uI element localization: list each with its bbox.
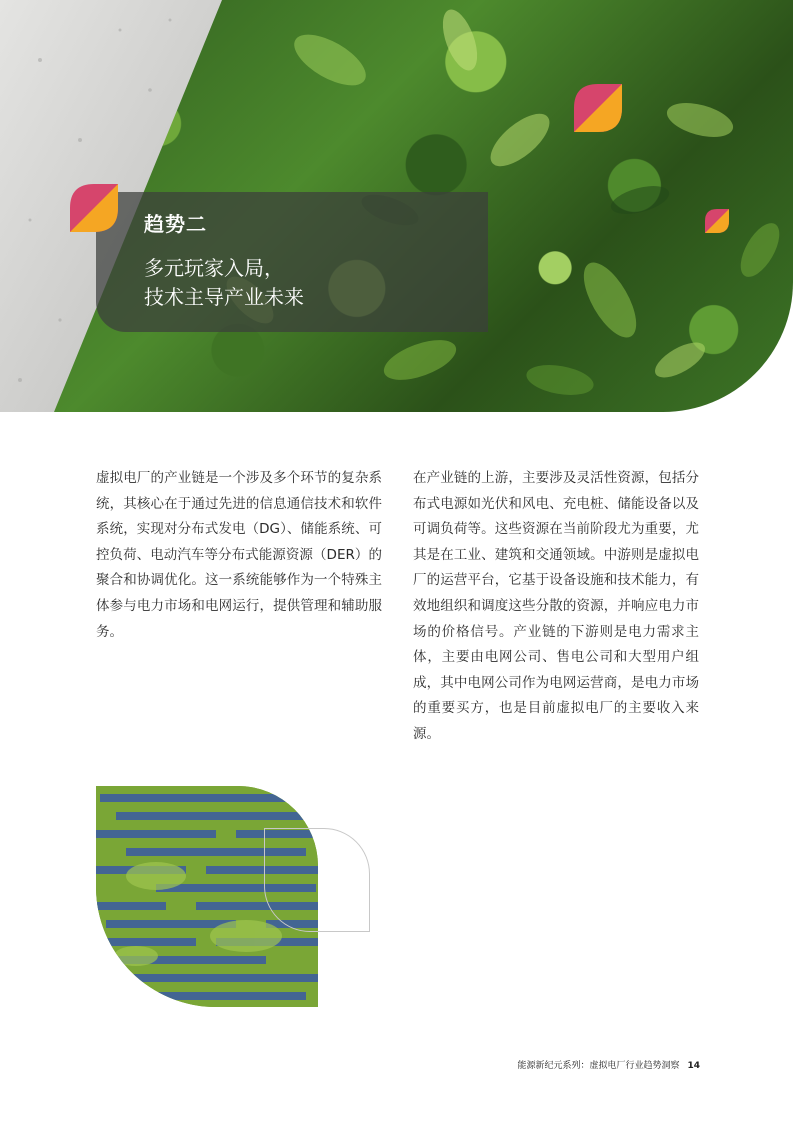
decorative-outline-shape xyxy=(264,828,370,932)
section-title xyxy=(144,254,474,312)
footer-series-title: 能源新纪元系列：虚拟电厂行业趋势洞察 xyxy=(517,1061,680,1071)
right-paragraph: 在产业链的上游，主要涉及灵活性资源，包括分布式电源如光伏和风电、充电桩、储能设备以及可调负荷等。这些资源在当前阶段尤为重要，尤其是在工业、建筑和交通领域。中游则是虚拟电厂的运营平台，它基于设备设施和技术能力，有效地组织和调度这些分散的资源，并响应电力市场的价格信号。产业链的下游则是电力需求主体，主要由电网公司、售电公司和大型用户组成，其中电网公司作为电网运营商，是电力市场的重要买方，也是目前虚拟电厂的主要收入来源。 xyxy=(413,470,699,742)
left-paragraph: 虚拟电厂的产业链是一个涉及多个环节的复杂系统，其核心在于通过先进的信息通信技术和软件系统，实现对分布式发电（DG）、储能系统、可控负荷、电动汽车等分布式能源资源（DER）的聚合和协调优化。这一系统能够作为一个特殊主体参与电力市场和电网运行，提供管理和辅助服务。 xyxy=(96,470,382,640)
page-number: 14 xyxy=(687,1061,700,1071)
section-title-line: 多元玩家入局， xyxy=(144,256,284,280)
trend-label: 趋势二 xyxy=(144,212,207,236)
hero-banner xyxy=(0,0,793,412)
page-footer xyxy=(460,1058,700,1071)
leaf-icon xyxy=(704,208,730,234)
section-title-line: 技术主导产业未来 xyxy=(144,285,304,309)
leaf-icon xyxy=(68,182,120,234)
trend-title-panel xyxy=(96,192,488,332)
leaf-icon xyxy=(572,82,624,134)
